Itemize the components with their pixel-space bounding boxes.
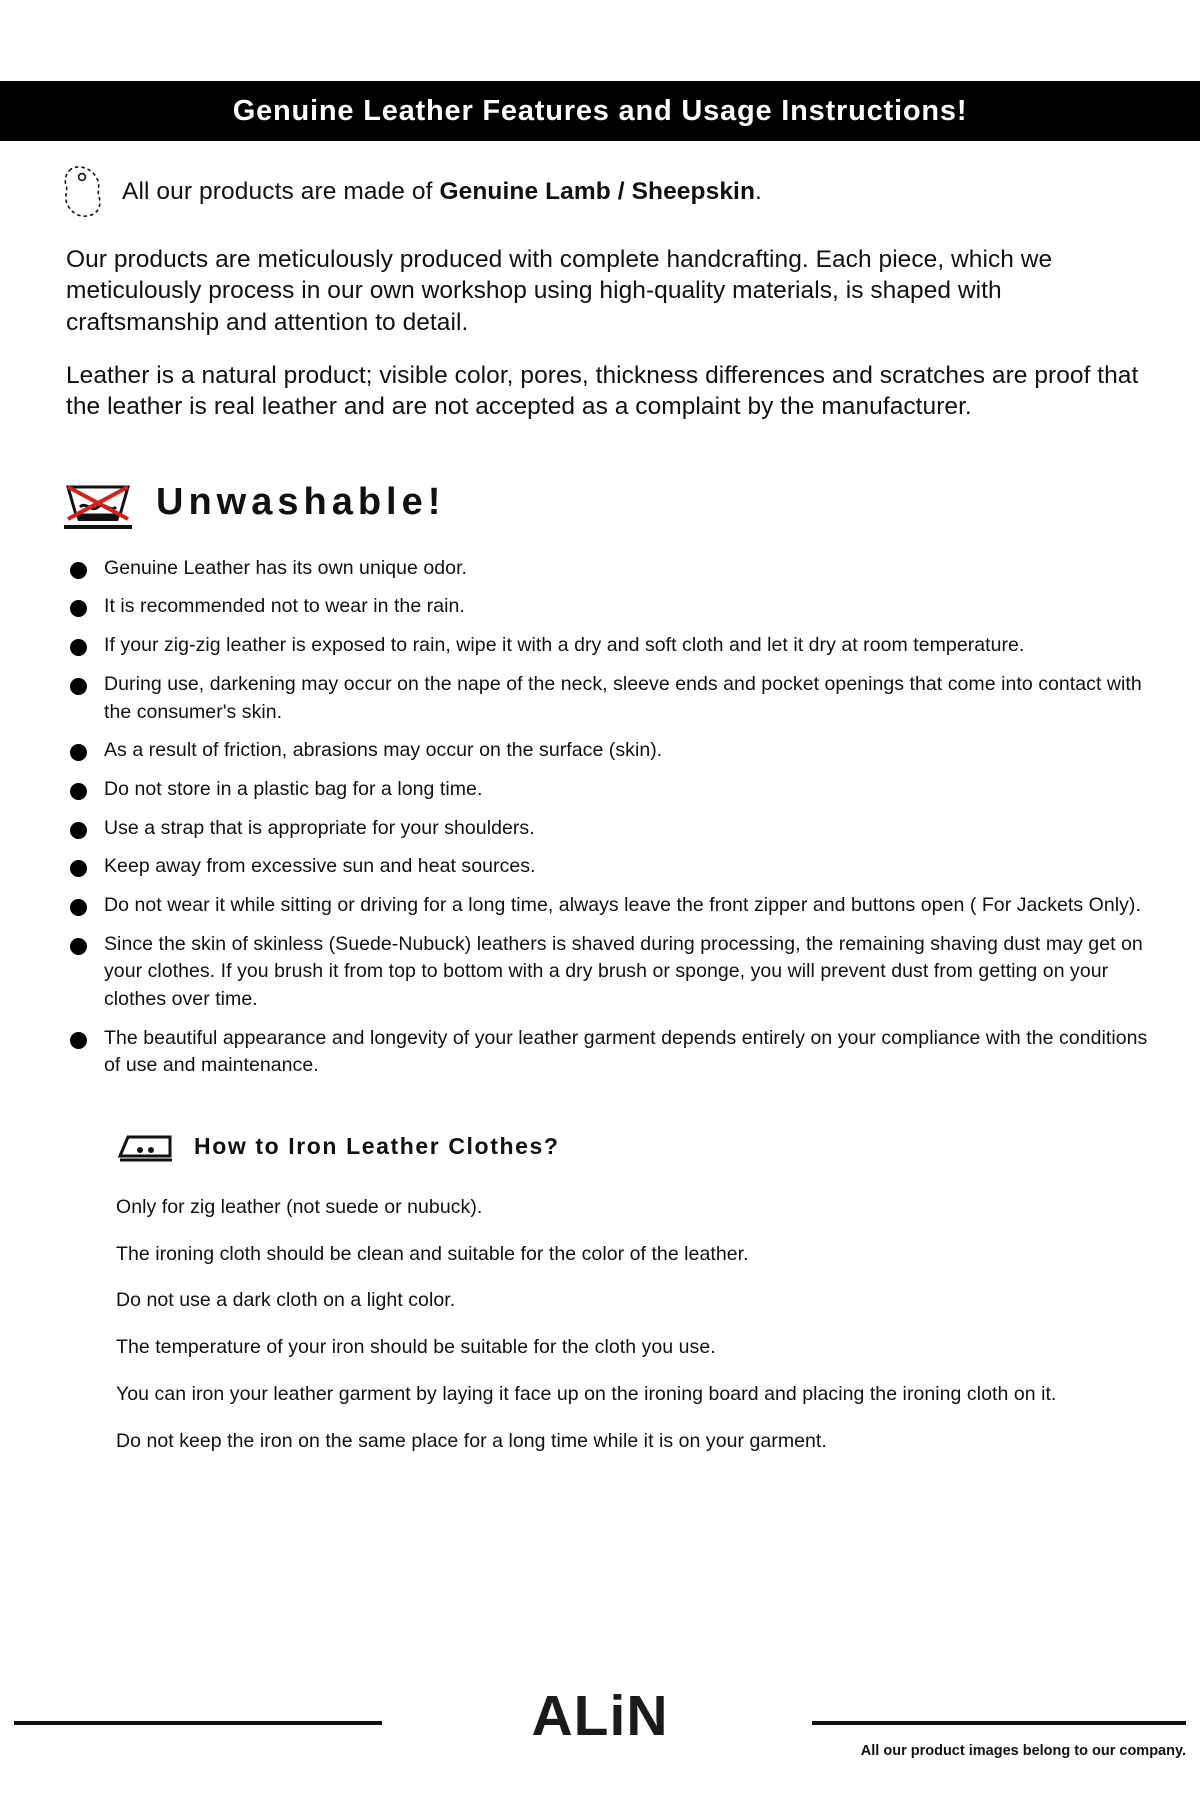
unwashable-heading xyxy=(62,471,1200,535)
iron-instruction: Do not keep the iron on the same place for a long time while it is on your garment. xyxy=(116,1429,827,1452)
list-item-text: Do not store in a plastic bag for a long time. xyxy=(104,777,483,800)
do-not-wash-icon xyxy=(62,471,134,535)
iron-title: How to Iron Leather Clothes? xyxy=(194,1132,560,1159)
intro-text-before: All our products are made of xyxy=(122,178,440,205)
bullet-dot-icon xyxy=(70,822,87,839)
intro-text-bold: Genuine Lamb / Sheepskin xyxy=(439,178,756,205)
list-item xyxy=(70,671,1150,726)
bullet-dot-icon xyxy=(70,1032,87,1049)
list-item-text: Use a strap that is appropriate for your shoulders. xyxy=(104,816,535,839)
unwashable-title: Unwashable! xyxy=(156,481,446,524)
list-item-text: If your zig-zig leather is exposed to rain, wipe it with a dry and soft cloth and let it dry at room temperature. xyxy=(104,634,1025,657)
iron-instruction: The ironing cloth should be clean and suitable for the color of the leather. xyxy=(116,1242,749,1265)
list-item xyxy=(70,737,1150,765)
list-item-text: During use, darkening may occur on the nape of the neck, sleeve ends and pocket openings that come into contact with the consumer's skin. xyxy=(104,672,1142,723)
list-item xyxy=(70,555,1150,583)
bullet-dot-icon xyxy=(70,899,87,916)
intro-row xyxy=(62,166,1200,218)
bullet-dot-icon xyxy=(70,744,87,761)
brand-logo: ALiN xyxy=(531,1684,669,1748)
list-item-text: Keep away from excessive sun and heat sources. xyxy=(104,855,536,878)
paragraph-2: Leather is a natural product; visible color, pores, thickness differences and scratches are proof that the leather is real leather and are not accepted as a complaint by the manufacturer. xyxy=(66,362,1139,421)
list-item-text: As a result of friction, abrasions may occur on the surface (skin). xyxy=(104,739,663,762)
bullet-dot-icon xyxy=(70,938,87,955)
intro-text xyxy=(122,178,762,206)
footer-note: All our product images belong to our company. xyxy=(860,1743,1186,1759)
iron-icon xyxy=(118,1124,176,1168)
list-item xyxy=(70,776,1150,804)
list-item xyxy=(70,815,1150,843)
list-item xyxy=(70,892,1150,920)
list-item-text: Since the skin of skinless (Suede-Nubuck) leathers is shaved during processing, the remaining shaving dust may get on your clothes. If you brush it from top to bottom with a dry brush or sponge, you will prevent dust from getting on your clothes over time. xyxy=(104,932,1143,1011)
iron-instruction: The temperature of your iron should be suitable for the cloth you use. xyxy=(116,1336,716,1359)
iron-instruction: Only for zig leather (not suede or nubuck). xyxy=(116,1196,483,1219)
list-item xyxy=(70,931,1150,1014)
document-content xyxy=(0,141,1200,1474)
paragraph-1: Our products are meticulously produced with complete handcrafting. Each piece, which we meticulously process in our own workshop using high-quality materials, is shaped with craftsmanship and attention to detail. xyxy=(66,246,1053,336)
intro-text-after: . xyxy=(755,178,762,205)
bullet-dot-icon xyxy=(70,600,87,617)
header-banner xyxy=(0,81,1200,141)
list-item-text: It is recommended not to wear in the rain. xyxy=(104,595,465,618)
list-item xyxy=(70,853,1150,881)
iron-heading xyxy=(118,1124,1200,1168)
iron-instruction-list xyxy=(116,1194,1076,1455)
care-bullet-list xyxy=(70,555,1150,1080)
list-item-text: The beautiful appearance and longevity of your leather garment depends entirely on your compliance with the conditions of use and maintenance. xyxy=(104,1026,1148,1077)
bullet-dot-icon xyxy=(70,678,87,695)
leather-hide-icon xyxy=(62,166,104,218)
bullet-dot-icon xyxy=(70,860,87,877)
bullet-dot-icon xyxy=(70,639,87,656)
iron-instruction: You can iron your leather garment by laying it face up on the ironing board and placing the ironing cloth on it. xyxy=(116,1382,1057,1405)
bullet-dot-icon xyxy=(70,783,87,800)
iron-instruction: Do not use a dark cloth on a light color. xyxy=(116,1289,456,1312)
list-item-text: Do not wear it while sitting or driving for a long time, always leave the front zipper and buttons open ( For Jackets Only). xyxy=(104,893,1141,916)
list-item xyxy=(70,593,1150,621)
list-item xyxy=(70,1025,1150,1080)
page-title: Genuine Leather Features and Usage Instructions! xyxy=(232,94,968,127)
list-item xyxy=(70,632,1150,660)
list-item-text: Genuine Leather has its own unique odor. xyxy=(104,556,468,579)
bullet-dot-icon xyxy=(70,562,87,579)
footer xyxy=(0,1665,1200,1800)
